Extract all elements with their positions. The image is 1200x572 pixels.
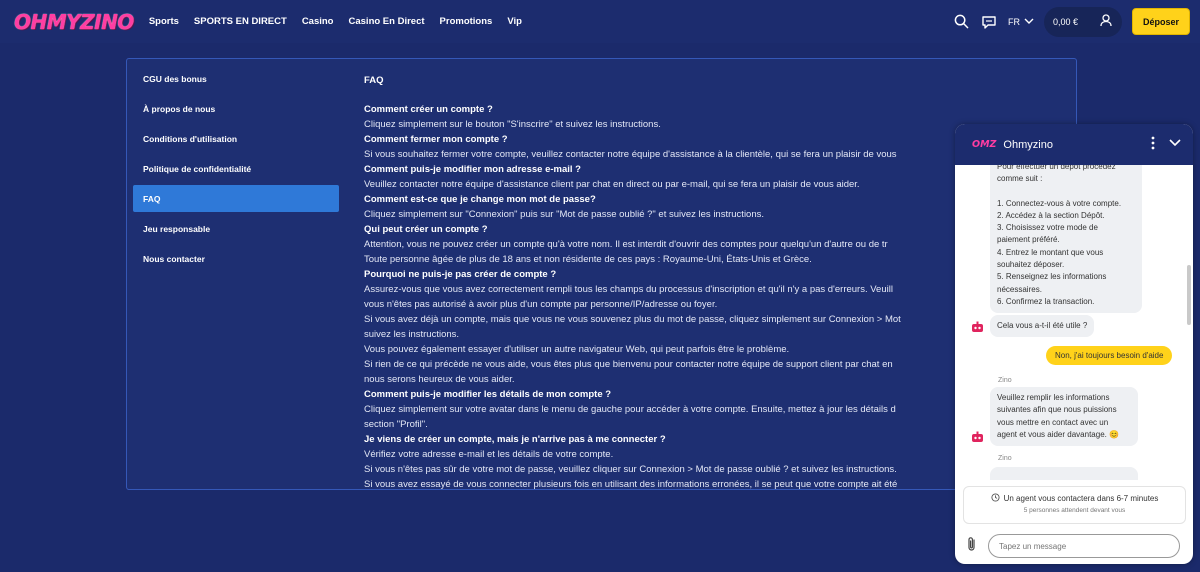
bubble-line: 4. Entrez le montant que vous: [997, 247, 1104, 257]
nav-live-sports[interactable]: SPORTS EN DIRECT: [193, 16, 287, 27]
sender-name: Zino: [998, 377, 1012, 384]
sidebar-item-bonus-terms[interactable]: CGU des bonus: [143, 73, 207, 84]
bot-message-helpful: Cela vous a-t-il été utile ?: [990, 315, 1094, 337]
more-options-icon[interactable]: [1151, 136, 1155, 155]
bot-message-form: [990, 467, 1138, 480]
bubble-line: Veuillez remplir les informations: [997, 393, 1110, 402]
chat-messages[interactable]: [955, 165, 1193, 480]
user-message: Non, j'ai toujours besoin d'aide: [1046, 346, 1172, 365]
faq-answer-line: Veuillez contacter notre équipe d'assistance client par chat en direct ou par e-mail, qui se fera un plaisir de vous aider.: [364, 179, 860, 190]
faq-question: Qui peut créer un compte ?: [364, 224, 488, 235]
page-title: FAQ: [364, 75, 384, 86]
sidebar-item-terms[interactable]: Conditions d'utilisation: [143, 133, 238, 144]
sender-name: Zino: [998, 455, 1012, 462]
bubble-line: 3. Choisissez votre mode de: [997, 223, 1098, 233]
queue-status: [963, 486, 1186, 524]
bubble-line: vous mettre en contact avec un: [997, 417, 1109, 427]
sidebar-item-faq[interactable]: FAQ: [133, 185, 339, 212]
sidebar-item-privacy[interactable]: Politique de confidentialité: [143, 163, 252, 174]
nav-vip[interactable]: Vip: [507, 16, 522, 27]
faq-answer-line: Vous pouvez également essayer d'utiliser un autre navigateur Web, qui peut parfois être le problème.: [364, 344, 790, 355]
faq-answer-line: nous serons heureux de vous aider.: [364, 374, 515, 385]
nav-live-casino[interactable]: Casino En Direct: [348, 16, 425, 27]
info-sidebar: [133, 65, 339, 275]
bot-message-deposit-steps: [990, 165, 1142, 313]
bubble-line: Pour effectuer un dépôt procédez: [997, 165, 1116, 171]
nav-casino[interactable]: Casino: [301, 16, 334, 27]
chat-actions: [1151, 136, 1181, 155]
sidebar-item-about[interactable]: À propos de nous: [143, 103, 216, 114]
bubble-line: souhaitez déposer.: [997, 260, 1065, 270]
faq-question: Comment puis-je modifier mon adresse e-mail ?: [364, 164, 581, 175]
bot-avatar-icon: [970, 320, 985, 335]
sidebar-item-responsible-gaming[interactable]: Jeu responsable: [143, 223, 211, 234]
balance-amount: 0,00 €: [1053, 16, 1079, 27]
faq-answer-line: Vérifiez votre adresse e-mail et les détails de votre compte.: [364, 449, 614, 460]
faq-answer-line: Cliquez simplement sur le bouton "S'inscrire" et suivez les instructions.: [364, 119, 661, 130]
faq-answer-line: Si vous avez déjà un compte, mais que vous ne vous souvenez plus du mot de passe, cliquez simplement sur Connexion > Mot: [364, 314, 901, 325]
chat-header: [955, 124, 1193, 165]
chat-scrollbar[interactable]: [1187, 265, 1191, 325]
bubble-line: nécessaires.: [997, 284, 1042, 294]
sidebar-item-contact[interactable]: Nous contacter: [143, 253, 205, 264]
bubble-line: agent et vous aider davantage. 😊: [997, 429, 1120, 439]
queue-status-main: [964, 493, 1185, 504]
faq-question: Comment est-ce que je change mon mot de passe?: [364, 194, 596, 205]
faq-answer-line: Si vous n'êtes pas sûr de votre mot de passe, veuillez cliquer sur Connexion > Mot de passe oublié ? et suivez les instructions.: [364, 464, 897, 475]
chat-logo: OMZ: [972, 139, 997, 150]
faq-question: Je viens de créer un compte, mais je n'arrive pas à me connecter ?: [364, 434, 666, 445]
header-tools: [950, 0, 1200, 43]
faq-answer-line: Cliquez simplement sur "Connexion" puis sur "Mot de passe oublié ?" et suivez les instructions.: [364, 209, 765, 220]
faq-question: Pourquoi ne puis-je pas créer de compte ?: [364, 269, 557, 280]
user-icon[interactable]: [1100, 14, 1112, 29]
language-selector[interactable]: [1008, 17, 1034, 27]
wallet-balance[interactable]: [1044, 7, 1122, 37]
queue-wait-text: Un agent vous contactera dans 6-7 minutes: [1003, 494, 1159, 503]
chat-composer: [955, 528, 1193, 564]
faq-answer-line: Cliquez simplement sur votre avatar dans le menu de gauche pour accéder à votre compte. Ensuite, mettez à jour les détails d: [364, 404, 896, 415]
faq-question: Comment fermer mon compte ?: [364, 134, 508, 145]
faq-answer-line: Si vous avez essayé de vous connecter plusieurs fois en utilisant des informations erronées, il se peut que votre compte ait été: [364, 479, 898, 490]
nav-promotions[interactable]: Promotions: [439, 16, 493, 27]
chat-support-icon[interactable]: [978, 11, 1000, 33]
content-panel: [126, 58, 1077, 490]
bubble-line: paiement préféré.: [997, 235, 1060, 245]
faq-question: Comment créer un compte ?: [364, 104, 493, 115]
bot-avatar-icon: [970, 430, 985, 445]
nav-sports[interactable]: Sports: [148, 16, 179, 27]
bot-message-form-request: [990, 387, 1138, 446]
bubble-line: 2. Accédez à la section Dépôt.: [997, 210, 1105, 220]
bubble-line: 1. Connectez-vous à votre compte.: [997, 198, 1122, 208]
faq-answer-line: Assurez-vous que vous avez correctement rempli tous les champs du processus d'inscription et qu'il n'y a pas d'erreurs. Veuill: [364, 284, 893, 295]
faq-answer-line: suivez les instructions.: [364, 329, 460, 340]
search-icon[interactable]: [950, 11, 972, 33]
chevron-down-icon: [1024, 17, 1034, 27]
bubble-line: suivantes afin que nous puissions: [997, 405, 1117, 415]
deposit-button[interactable]: Déposer: [1132, 8, 1190, 35]
minimize-chevron-icon[interactable]: [1169, 136, 1181, 155]
top-navigation-bar: [0, 0, 1200, 43]
bubble-line: comme suit :: [997, 174, 1043, 184]
faq-answer-line: vous n'êtes pas autorisé à avoir plus d'un compte par personne/IP/adresse ou foyer.: [364, 299, 718, 310]
clock-icon: [991, 493, 1000, 504]
language-code: FR: [1008, 16, 1020, 27]
faq-answer-line: Si vous souhaitez fermer votre compte, veuillez contacter notre équipe d'assistance à la clientèle, qui se fera un plaisir de vous: [364, 149, 897, 160]
main-nav: [149, 16, 522, 27]
chat-message-input[interactable]: [988, 534, 1180, 558]
faq-answer-line: section "Profil".: [364, 419, 428, 430]
chat-widget: [955, 124, 1193, 564]
faq-answer-line: Toute personne âgée de plus de 18 ans et non résidente de ces pays : Royaume-Uni, États-Unis et Grèce.: [364, 254, 812, 265]
bubble-line: 6. Confirmez la transaction.: [997, 296, 1095, 306]
attachment-icon[interactable]: [967, 536, 976, 557]
site-logo[interactable]: OHMYZINO: [14, 9, 134, 34]
bubble-line: [997, 186, 1135, 198]
bubble-line: 5. Renseignez les informations: [997, 272, 1107, 282]
queue-position-text: 5 personnes attendent devant vous: [1023, 507, 1126, 514]
chat-title: Ohmyzino: [1003, 138, 1053, 151]
faq-answer-line: Si rien de ce qui précède ne vous aide, vous êtes plus que bienvenu pour contacter notre équipe de support client par chat en: [364, 359, 893, 370]
faq-answer-line: Attention, vous ne pouvez créer un compte qu'à votre nom. Il est interdit d'ouvrir des comptes pour quelqu'un d'autre ou de tr: [364, 239, 888, 250]
faq-question: Comment puis-je modifier les détails de mon compte ?: [364, 389, 612, 400]
